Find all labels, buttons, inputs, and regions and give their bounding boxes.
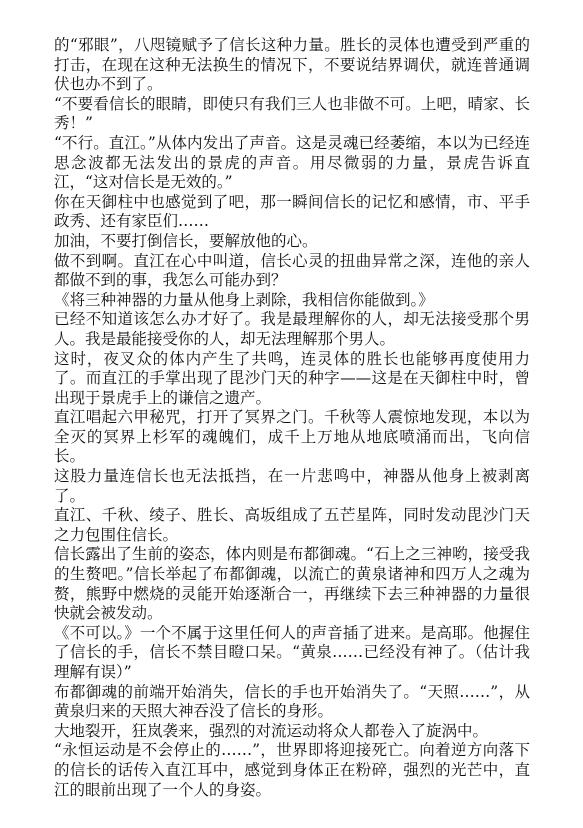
paragraph: 做不到啊。直江在心中叫道，信长心灵的扭曲异常之深，连他的亲人都做不到的事，我怎么可能办到？: [54, 251, 530, 290]
paragraph: 你在天御柱中也感觉到了吧，那一瞬间信长的记忆和感情，市、平手政秀、还有家臣们……: [54, 192, 530, 231]
paragraph: 大地裂开，狂岚袭来，强烈的对流运动将众人都卷入了旋涡中。: [54, 721, 489, 740]
paragraph: “不要看信长的眼睛，即使只有我们三人也非做不可。上吧，晴家、长秀！”: [54, 94, 530, 133]
paragraph: “永恒运动是不会停止的……”，世界即将迎接死亡。向着逆方向落下的信长的话传入直江耳中，感觉到身体正在粉碎，强烈的光芒中，直江的眼前出现了一个人的身姿。: [54, 741, 530, 799]
paragraph: 信长露出了生前的姿态，体内则是布都御魂。“石上之三神哟，接受我的生赘吧。”信长举起了布都御魂，以流亡的黄泉诸神和四万人之魂为赘，熊野中燃烧的灵能开始逐渐合一，再继续下去三种神器的力量很快就会被发动。: [54, 545, 530, 623]
document-page: [54, 36, 530, 800]
paragraph: 《不可以。》一个不属于这里任何人的声音插了进来。是高耶。他握住了信长的手，信长不禁目瞪口呆。“黄泉……已经没有神了。（估计我理解有误）”: [54, 623, 530, 681]
paragraph: 加油，不要打倒信长，要解放他的心。: [54, 231, 318, 250]
paragraph: “不行。直江。”从体内发出了声音。这是灵魂已经萎缩，本以为已经连思念波都无法发出的景虎的声音。用尽微弱的力量，景虎告诉直江，“这对信长是无效的。”: [54, 133, 530, 192]
paragraph: 布都御魂的前端开始消失，信长的手也开始消失了。“天照……”，从黄泉归来的天照大神吞没了信长的身形。: [54, 682, 530, 721]
paragraph: 这股力量连信长也无法抵挡，在一片悲鸣中，神器从他身上被剥离了。: [54, 467, 530, 505]
paragraph: 已经不知道该怎么办才好了。我是最理解你的人，却无法接受那个男人。我是最能接受你的人，却无法理解那个男人。: [54, 310, 530, 348]
paragraph: 直江、千秋、绫子、胜长、高坂组成了五芒星阵，同时发动毘沙门天之力包围住信长。: [54, 506, 530, 544]
paragraph: 《将三种神器的力量从他身上剥除，我相信你能做到。》: [54, 290, 434, 309]
paragraph: 这时，夜叉众的体内产生了共鸣，连灵体的胜长也能够再度使用力了。而直江的手掌出现了毘沙门天的种字——这是在天御柱中时，曾出现于景虎手上的谦信之遗产。: [54, 349, 530, 407]
paragraph: 直江唱起六甲秘咒，打开了冥界之门。千秋等人震惊地发现，本以为全灭的冥界上杉军的魂魄们，成千上万地从地底喷涌而出，飞向信长。: [54, 408, 530, 466]
paragraph: 的“邪眼”，八咫镜赋予了信长这种力量。胜长的灵体也遭受到严重的打击，在现在这种无法换生的情况下，不要说结界调伏，就连普通调伏也办不到了。: [54, 36, 530, 94]
